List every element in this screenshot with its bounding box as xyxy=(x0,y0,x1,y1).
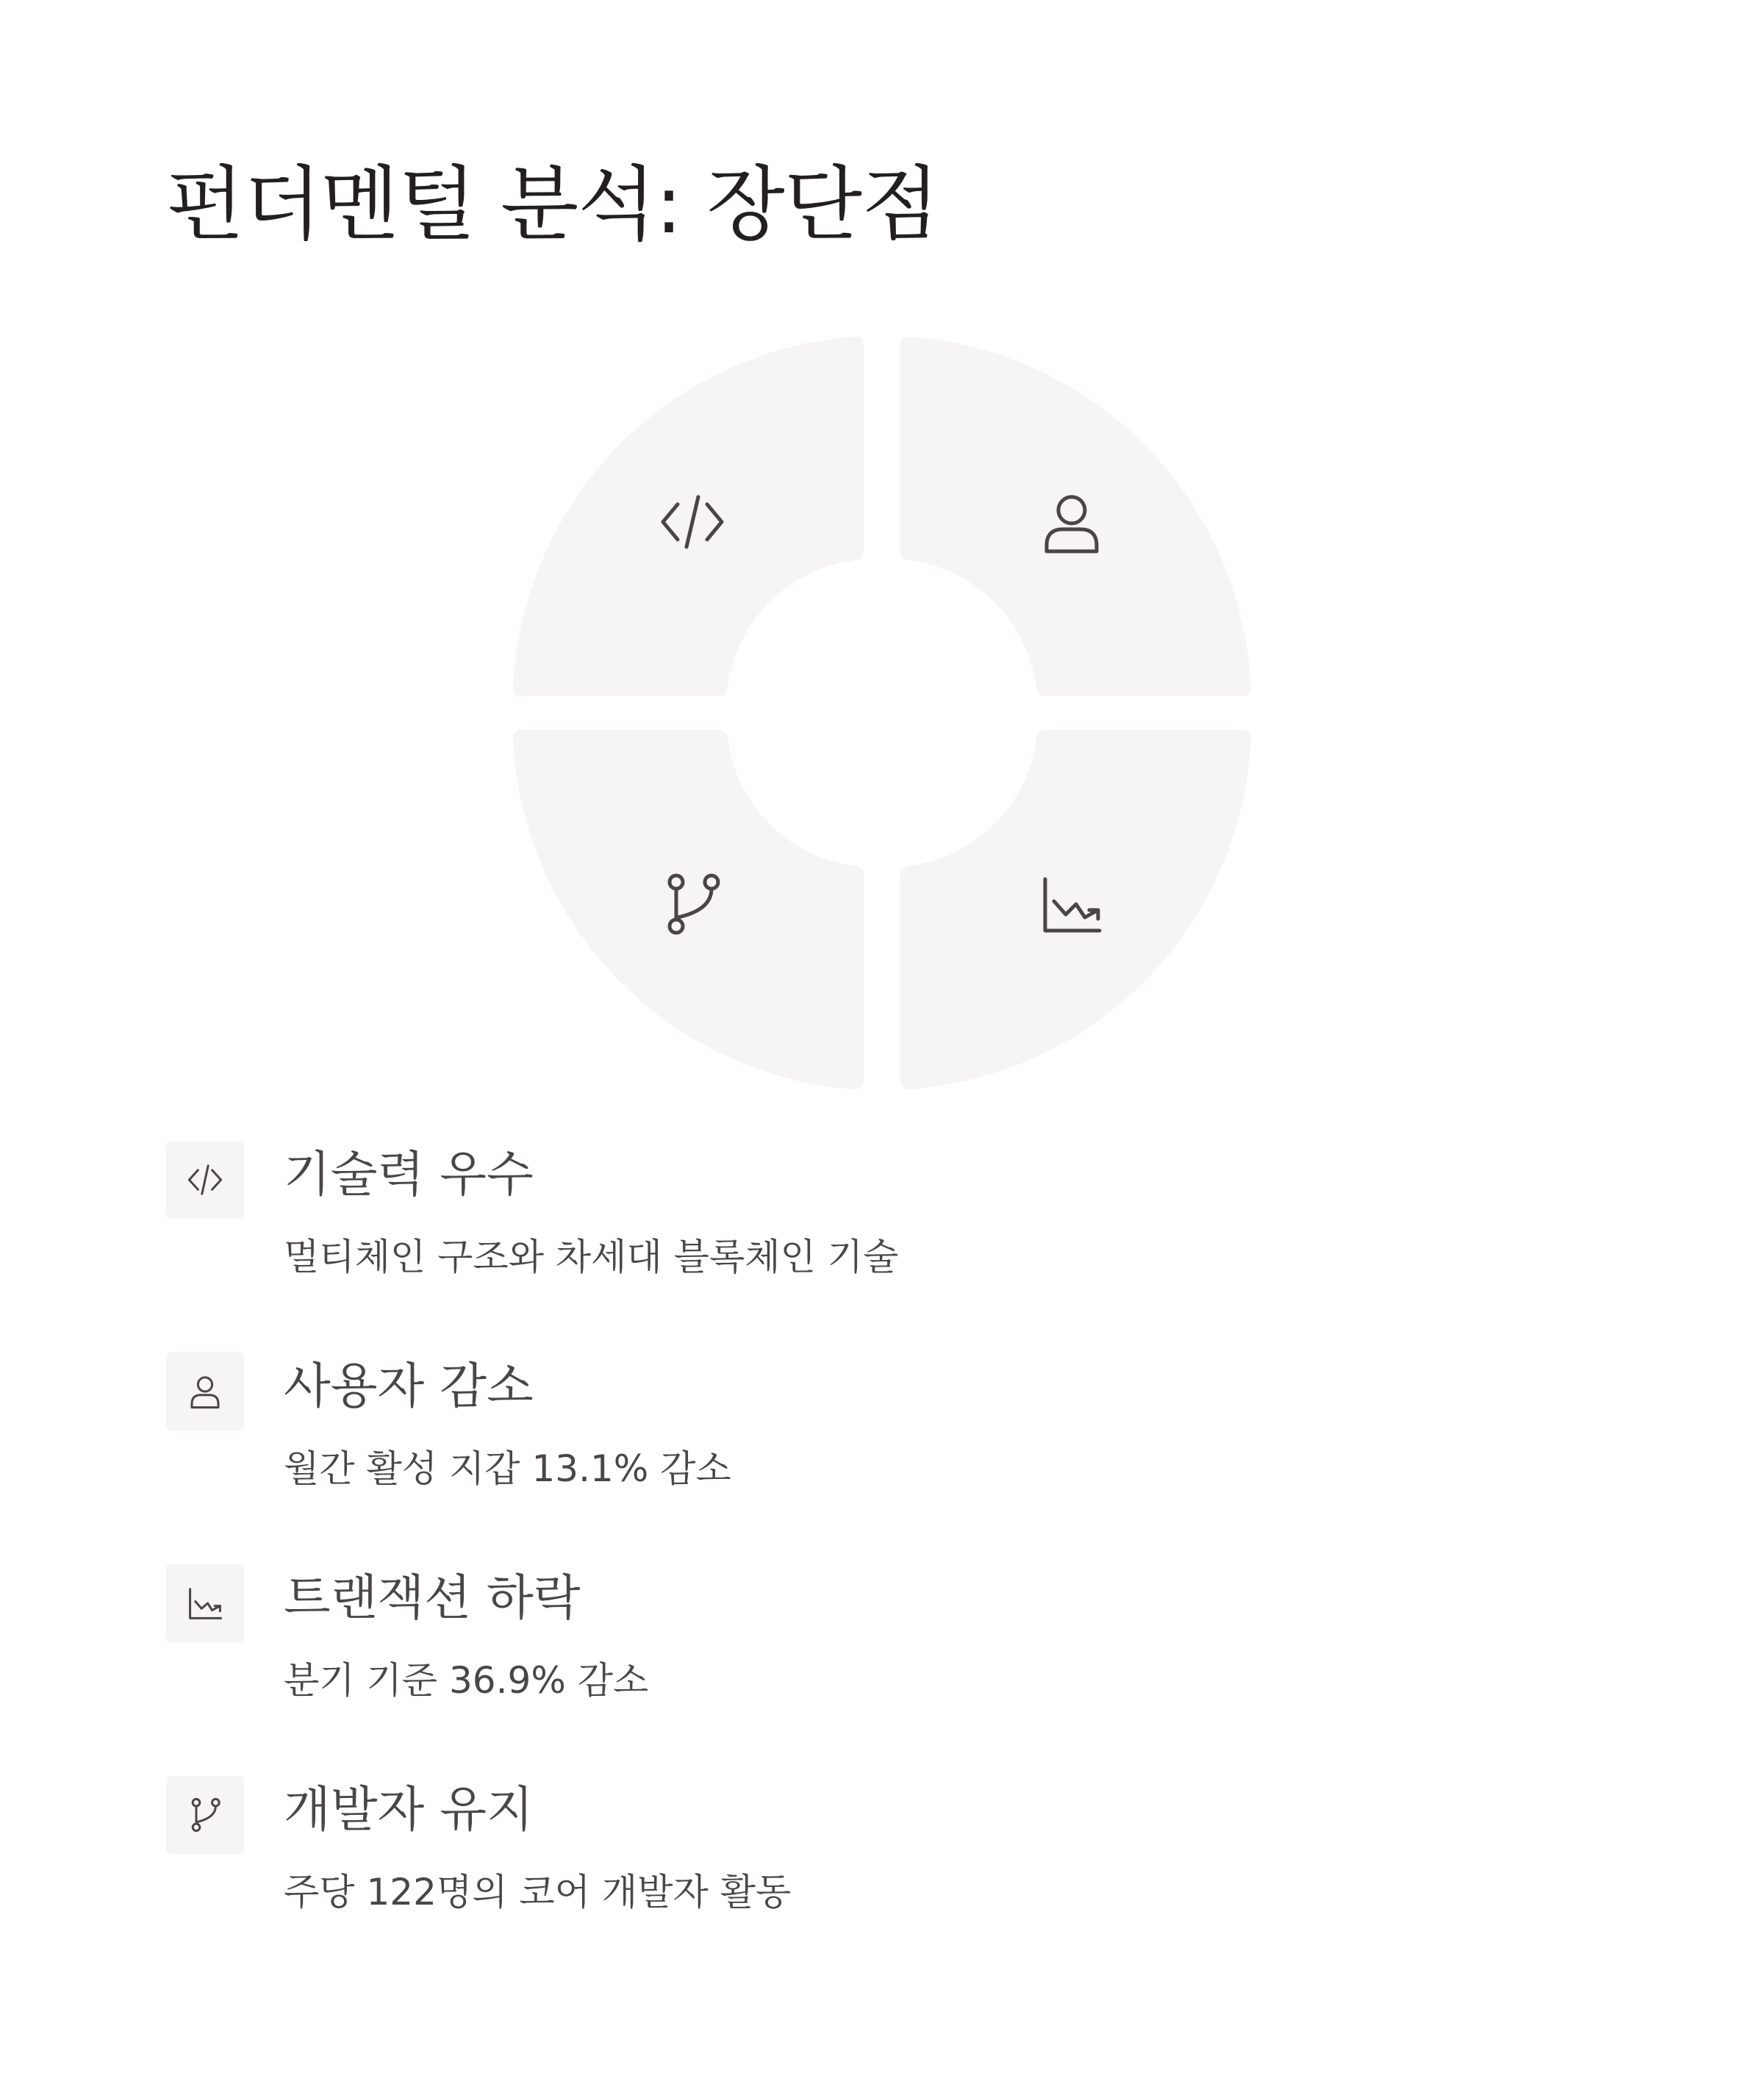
list-item xyxy=(166,1353,1489,1564)
wheel-segment-top-left xyxy=(513,337,864,696)
item-icon-box xyxy=(166,1776,244,1854)
item-description: 월간 활성 지갑 13.1% 감소 xyxy=(284,1447,731,1490)
wheel-segment-bottom-right xyxy=(900,730,1251,1089)
list-item xyxy=(166,1141,1489,1353)
item-title: 기술력 우수 xyxy=(284,1146,534,1203)
list-item xyxy=(166,1564,1489,1776)
item-icon-box xyxy=(166,1353,244,1430)
user-icon xyxy=(183,1369,227,1414)
item-description: 멀티체인 구조와 차세대 블록체인 기술 xyxy=(284,1236,899,1278)
page-title: 펀더멘털 분석: 장단점 xyxy=(166,157,939,251)
wheel-segment-bottom-left xyxy=(513,730,864,1089)
item-title: 사용자 감소 xyxy=(284,1358,534,1414)
code-icon xyxy=(183,1158,227,1202)
item-icon-box xyxy=(166,1141,244,1219)
item-description: 주당 122명의 코어 개발자 활동 xyxy=(284,1871,792,1913)
trending-down-chart-icon xyxy=(183,1581,227,1625)
list-item xyxy=(166,1776,1489,1988)
item-title: 트랜잭션 하락 xyxy=(284,1569,581,1626)
item-description: 분기 기준 36.9% 감소 xyxy=(284,1659,649,1702)
points-list xyxy=(166,1141,1489,1988)
item-title: 개발자 유지 xyxy=(284,1781,534,1838)
item-icon-box xyxy=(166,1564,244,1642)
git-branch-icon xyxy=(183,1793,227,1837)
swot-wheel xyxy=(500,331,1264,1095)
wheel-segment-top-right xyxy=(900,337,1251,696)
